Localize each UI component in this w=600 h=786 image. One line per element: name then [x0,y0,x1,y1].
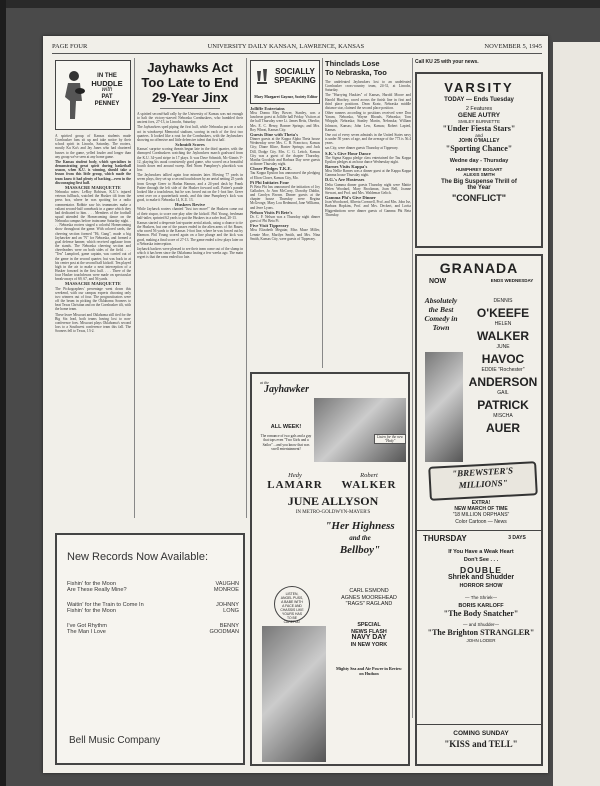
adjacent-page-edge [553,42,600,786]
record-artist: VAUGHN [215,581,239,587]
star-name: JOHN O'MALLEY [458,138,500,144]
cartoon-news: Color Cartoon — News [455,518,507,525]
granada-theater-ad [415,254,543,766]
masthead [52,43,542,54]
headline-line: Thinclads Lose [325,59,380,68]
news-subtitle: Mighty Sea and Air Power in Review on Hudson [336,666,402,676]
huddle-paragraph: The Pickographers' percentage went down this weekend, with our campus experts choosing only two winners out of four. The prognosticators were off the beam in picking the Oklahoma Sooners to beat Texas Christian and on the Cornhusker tilt, with the home team. [55,286,131,312]
huddle-paragraph: The Kansas student body, which specializes in demonstrating great spirit during basketball season, when K.U. is winning, should take a lesson from this little group, which made the team know it had plenty of backing—even in the discouraging first half. [55,159,131,185]
jayhawker-theater-ad [250,372,410,766]
horror-show-label: HORROR SHOW [459,583,503,589]
article-paragraph: Jayhawk backers were pleased to see their team come out of the slump in which it has been since the Oklahoma lasting a few weeks ago. The main regret is that the rams ended too late. [137,246,243,260]
studio-credit: IN METRO-GOLDWYN-MAYER'S [295,510,371,515]
warning-line: Don't See . . . [463,557,499,563]
huddle-line2: HUDDLE [91,79,123,88]
cast-last: AUER [485,420,520,435]
cast-name: AGNES MOOREHEAD [341,594,397,601]
all-week-label: ALL WEEK! [270,424,302,430]
column-rule [246,58,247,518]
society-subhead: S.K.'s Give Hour Dance [325,150,371,156]
scan-top-border [0,0,600,8]
article-paragraph: One out of every seven admirals in the United States navy is under 50 years of age, and the average of the 773 is 56.4 years. [325,132,411,146]
news-flash-label: NEWS FLASH [351,628,387,635]
star-name: JUNE ALLYSON [287,494,379,508]
society-paragraph: Dr. C. F. Nelson was a Thursday night dinner guest of Phi Beta Pi. [250,214,320,224]
record-row [67,629,239,635]
scan-left-border [0,0,6,786]
society-subhead: Five Visit Tipperary [250,223,289,229]
record-title: Fishin' for the Moon [67,608,116,615]
record-title: The Man I Love [67,629,106,636]
call-ku-notice: Call KU 25 with your news. [415,59,479,65]
divider [417,530,541,531]
society-paragraph: Dinner guests at the Kappa Alpha Theta house Wednesday were Mrs. C. B. Francisco, Kansas City; Diane Kline, Baxter Springs; and Jack Dill, Dodge City. Mrs. C. G. Leitch, Kansas City was a guest of the chapter Thursday. Martha Goodrich and Barbara Day were guests at dinner Thursday night. [250,137,320,167]
theater-name: Jayhawker [264,384,309,395]
record-title: I've Got Rhythm [67,622,107,629]
banner-line: MILLIONS" [458,477,508,491]
shriek-shudder: Shriek and Shudder [447,574,515,581]
star-name: ALEXIS SMITH [463,172,495,177]
cast-name: "RAGS" RAGLAND [345,601,393,608]
divider [417,724,541,725]
film-title: "CONFLICT" [451,193,507,203]
film-title-line: and the [349,534,371,542]
huddle-subhead: MASSACRE MARQUETTE [65,281,121,287]
article-paragraph: The Jayhawkers tallied again four minutes later. Moving 77 yards in seven plays, they set up a second touchdown by an aerial netting 25 yards from George Greer to Harlan Hanson, and a 24-yard dash by Frank Pattee through the left side of the Husker forward wall. Pattee's parade looked like a touchdown, but he was forced out on the 1-foot line. Greer went over on a quarterback sneak, and this time Pumphrey's kick was good, to make it Nebraska 14, K.U. 13. [137,173,243,203]
banner-line: "BREWSTER'S [451,465,514,479]
records-list [67,581,239,635]
huddle-subhead: MASSACRE MARQUETTE [65,184,121,190]
thursday-label: THURSDAY [423,534,467,543]
theater-name: GRANADA [439,260,519,276]
thinclads-headline [325,60,411,77]
society-column [250,107,320,369]
star-name: HUMPHREY BOGART [455,167,503,172]
now-label: NOW [429,278,447,285]
extra-label: EXTRA! [471,500,491,506]
record-artist: BENNY [219,622,239,629]
lamarr-walker-photo [314,398,406,462]
showing-dates: Wedne day - Thursday [449,158,509,164]
society-subhead: Nelson Visits Pi Bete's [250,209,293,215]
society-paragraph: Miss Elizabeth Meguiar, Miss Maxe Miller, Lennie Moe, Marilyn Smith, and Mrs. Nina Smith, Kansas City, were guests of Tipperary. [250,228,320,241]
star-name: GENE AUTRY [457,112,501,119]
cast-last: HAVOC [481,351,525,366]
huddle-paragraph: These leave Missouri and Oklahoma still tied for the Big Six lead, both teams having lost to non-conference foes. Missouri plays Oklahoma's second loss to a Southwest conference team this fall. The Sooners fell to Texas, 13-2. [55,312,131,334]
cast-first: EDDIE "Rochester" [481,367,525,373]
records-title: New Records Now Available: [67,551,209,563]
bell-music-ad [55,533,245,765]
cast-first: DENNIS [493,298,513,304]
article-paragraph: A spirited second-half rally by the University of Kansas was not enough to halt the victory-starved Nebraska Cornhuskers, who humbled their ancient foes, 27-13, in Lincoln, Saturday. [137,112,243,125]
huddle-paragraph: A spirited group of Kansas students made Cornhusker fans sit up and take notice by their school spirit in Lincoln, Saturday. The rooters, mostly Ku Ku's and Jay Janes who had chartered busses to the game, yelled louder and longer than any group we've seen at any home game. [55,134,131,159]
at-the-label: at the [260,380,269,385]
record-artist: MONROE [213,587,239,594]
paper-name: UNIVERSITY DAILY KANSAN, LAWRENCE, KANSAS [207,43,365,50]
society-paragraph: Pi Beta Phi has announced the initiation of Joy Gallacher, Jo Ann McCorry, Dorothy Dablin, and Carolyn Brown. Dinner guests at the chapter house Thursday were Regina McGeorge, Mary Lou Redmond, Jane Williams, and Jerre Lyons. [250,184,320,210]
warning-line: If You Have a Weak Heart [448,549,514,555]
issue-date: NOVEMBER 5, 1945 [484,43,542,50]
film-title: "KISS and TELL" [444,739,518,749]
society-paragraph: Miss Donna May Bower, Stanley, was a luncheon guest at Jolliffe hall Friday. Visitors at the hall Thursday were Lt. James Betts, Oberlin; Mrs. E. C. Henry, Bonner Springs; and Mrs. Roy Wheat, Kansas City. [250,111,320,132]
society-paragraph: Tau Kappa Epsilon has announced the pledging of Elton Closer, Kansas City, Mo. [250,171,320,180]
article-subhead: Schmidt Scores [175,142,205,148]
huddle-line4: PAT [101,94,113,100]
article-paragraph: The undefeated Jayhawkers lost to an undefeated Cornhusker cross-country team, 24-31, at Lincoln, Saturday. [325,80,411,93]
film-title [312,520,408,556]
star-name: JOHN LODER [466,638,496,643]
glasses-icon [255,67,269,89]
society-paragraph: sas City, were dinner guests Thursday at Tipperary. [325,146,399,151]
cast-last: ANDERSON [468,374,538,389]
varsity-theater-ad [415,72,543,248]
social-title: SPEAKING [274,76,316,85]
socially-speaking-logo [250,60,320,104]
cast-drawing [425,352,463,462]
record-artist: JOHNNY [216,601,239,608]
film-title: "Sporting Chance" [445,144,513,153]
society-editor: Mary Margaret Gaynor, Society Editor [254,95,318,99]
society-subhead: Pi Phi Initiates Four [250,179,290,185]
star-last-name: LAMARR [267,479,323,491]
coming-label: COMING SUNDAY [453,730,509,737]
headline-line: Jayhawks Act [147,60,233,75]
star-name: SMILEY BURNETTE [458,119,500,124]
coming-sunday [421,728,541,750]
speech-bubble: LISTEN, ANGEL PUSS, A BABE WITH A FACE AND CHASSIS LIKE YOURS HAS TO BE CAREFUL! [274,586,310,622]
cast-last: PATRICK [477,397,529,412]
society-paragraph: Delta Gamma dinner guests Thursday night were Mattie Helen Woodard, Mary Brockman, Joan Bell, Joanne Stewart, and Prof. and Mrs. Waldemar Geltch. [325,182,411,195]
showing-dates: TODAY — Ends Tuesday [444,97,514,103]
huddle-line3: with [101,87,113,93]
feature-count: 2 Features [465,106,493,112]
cast-last: WALKER [477,328,529,343]
store-name: Bell Music Company [69,735,161,746]
article-subhead: Huskers Revive [174,202,206,208]
star-last-name: WALKER [341,479,397,491]
horror-show [421,548,541,645]
days-label: 3 DAYS [508,535,526,541]
society-paragraph: The Sigma Kappa pledge class entertained the Tau Kappa Epsilon pledges at an hour dance Wednesday night. [325,155,411,164]
headline-line: Too Late to End [141,75,239,90]
film-title: "The Body Snatcher" [443,609,519,618]
extra-features [421,500,541,525]
society-subhead: Guests Dine with Theta's [250,131,299,137]
cast-first: JUNE [496,344,510,350]
huddle-line1: IN THE [97,73,117,79]
society-subhead: Closer Pledges T.K.E. [250,166,292,172]
theater-name: VARSITY [444,80,514,95]
article-paragraph: Kansas' surprise scoring threats began late in the third quarter, with the dismayed Cornhuskers watching the Jayhawkers march goalward from the K.U. 34-yard stripe in 17 plays. It was Dave Schmidt, Mc-Ginnis V-12, playing his usual consistently good game, who scored on a beautiful fourth down end around sweep. Red Norm Pumphrey's placekick was low. [137,147,243,173]
huddle-paragraph: Nebraska notes: LeRoy Robison, K.U.'s injured veteran fullback, watched the Husker tilt from the press box, where he was spotting for a radio commentator. Robbie saw his teammates make a valiant second-half comeback in a game which they had dedicated to him. . . . Members of the football squad attended the Homecoming dance on the Nebraska campus before traincame Saturday night. . . . Nebraska rooters staged a colorful Homecoming show throughout the game. With colored cards, the cheering section formed "Hi, Gang", made a big Jayhawker and an "N" for Nebraska, and formed a goal defense banner, which received applause from the stands. The Nebraska cheering section and cheerleaders were on both sides of the field. . . . "Ten" Lampford, game captain, was carried out of the game in the second quarter, but was back in at his center post at the second half kickoff. Ten played high in the air to make a neat interception of a Husker forward in the first half. . . . Three of the four Husker touchdowns were made on spectacular break-aways of 69, 67, and 56 yards. [55,190,131,282]
column-rule [412,58,413,718]
film-title-line: Bellboy" [339,544,381,556]
short-title: "18 MILLION ORPHANS" [452,512,510,519]
huddle-column-logo [55,60,131,130]
listen-callout: Listen for the new "Hedy" [374,434,406,444]
film-title: "Under Fiesta Stars" [442,124,516,133]
march-of-time: NEW MARCH OF TIME [454,506,508,513]
film-title: "The Brighton STRANGLER" [427,628,535,637]
article-paragraph: The "Hurrying Huskies" of Kansas, Harold Moore and Harold Hinchey, raced across the finish line in first and third place positions. Dean Kratz, Nebraska middle distance star, claimed the second place position. [325,93,411,110]
star-first-name: Hedy [288,472,302,479]
record-title: Are These Really Mine? [67,587,127,594]
cast-list [465,296,541,434]
article-paragraph: Other runners according to positions received were Don Yarum, Nebraska, Wayne Rhoads, Nebraska; Tom Whipple, Nebraska; Stanley Martin, Nebraska; William Johnson, Kansas; John Lew, Kansas; Robert Lapted, Kansas. [325,111,411,132]
thinclads-article [325,80,411,368]
jayhawks-headline [137,60,243,105]
article-paragraph: Kansas started a desperate last-quarter aerial attack, using a chance to tie the Huskers, but one of the passes ended in the alien arms of Art Bauer, who raced 56 yards to the Kansas 1-foot line, where he was forced out by Harmon. Phil Young scored again on a line plunge and the kick was good, making a final score of 27-13. The game ended a few plays later on a Nebraska interception. [137,220,243,246]
star-first-name: Robert [360,472,378,479]
record-title: Fishin' for the Moon [67,581,116,587]
brewsters-millions-banner [428,461,538,501]
ends-label: ENDS WEDNESDAY [490,278,534,283]
and-label: and [475,133,483,138]
divider [160,108,220,109]
huddle-line5: PENNEY [94,101,120,107]
society-paragraph: Joan Woodward, Alberta Cornwell, Prof. and Mrs. John Ise, Barbara Hopkins, Prof. and Mrs. Deckert, and Lorita Higgenbottom were dinner guests of Gamma Phi Beta Thursday. [325,200,411,217]
social-title: SOCIALLY [275,67,315,76]
record-artist: GOODMAN [209,629,239,636]
column-rule [322,58,323,368]
record-title: Waitin' for the Train to Come In [67,601,144,608]
supporting-cast [332,588,406,608]
headline-line: 29-Year Jinx [152,90,228,105]
headline-line: To Nebraska, Too [325,67,387,77]
society-subhead: D.G.'s Are Hostesses [325,177,365,183]
navy-day-label: NAVY DAY [351,634,387,642]
article-paragraph: While Jayhawk rooters chanted "Just two more!" the Huskers came out of their stupor, to score one play after the kickoff. Phil Young, freshman half-tailer, sprinted 62 yards to put the Huskers in a safer lead, 20-13. [137,207,243,220]
ad-tagline: The romance of two gals and a guy that tops even "Two Girls and a Sailor" ...and you know that was swell entertainment! [260,434,312,451]
double-label: DOUBLE [460,565,502,575]
tagline-script: Absolutely the Best Comedy in Town [424,296,458,332]
new-york-label: IN NEW YORK [350,641,388,648]
society-paragraph: Miss Nellie Barnes was a dinner guest at the Kappa Kappa Gamma house Thursday night. [325,169,411,178]
huddle-column-text [55,134,131,524]
society-subhead: Gamma Phi's Give Dinner [325,195,376,201]
jayhawks-article [137,112,243,524]
record-artist: LONG [223,608,239,615]
society-subhead: Jolliffe Entertains [250,107,285,111]
cast-first: HELEN [494,321,512,327]
section-label: — and Shudder— [462,622,500,627]
cast-first: GAIL [497,390,509,396]
society-subhead: Barnes Visits Kappa's [325,163,368,169]
film-tagline: The Big Suspense Thrill of the Year [441,179,517,191]
special-label: SPECIAL [357,622,381,628]
cast-first: MISCHA [493,413,513,419]
cast-last: O'KEEFE [476,305,530,320]
section-label: — The Shriek— [465,595,497,600]
film-title-line: "Her Highness [325,520,395,532]
column-rule [134,58,135,518]
page-label: PAGE FOUR [52,43,88,50]
news-flash [332,622,406,648]
star-name: BORIS KARLOFF [458,603,504,609]
article-paragraph: The Jayhawkers sped piping the first half, while Nebraska put on a solo act in windswept Memorial stadium, scoring in each of the first two quarters. It looked like a rout for the Cornhuskers, with the Jayhawkers showing no offensive and little defensive talent that first half. [137,125,243,142]
cast-name: CARL ESMOND [349,588,389,594]
football-player-drawing [60,67,86,125]
couple-photo [262,626,326,762]
